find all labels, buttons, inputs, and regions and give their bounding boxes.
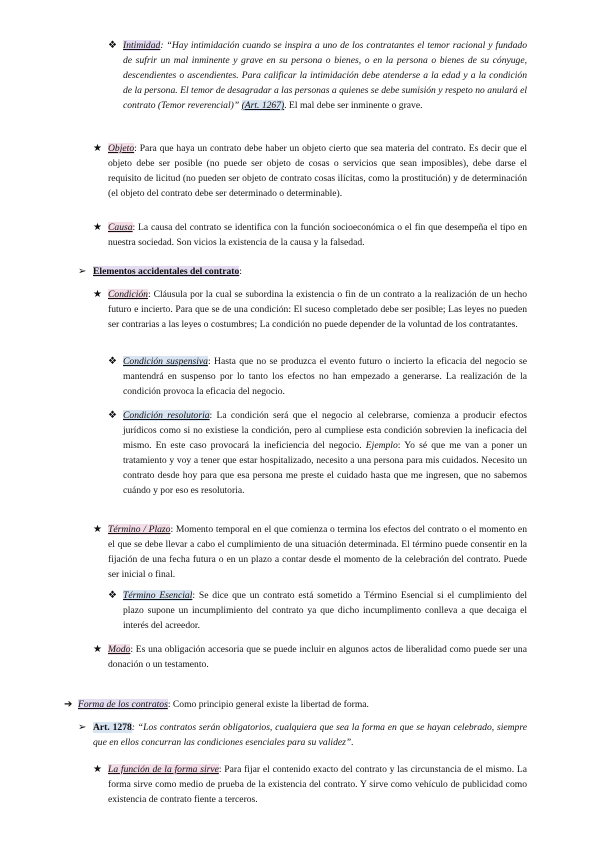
term-elementos-accidentales: Elementos accidentales del contrato xyxy=(93,266,240,277)
diamond-bullet-icon: ❖ xyxy=(108,40,117,51)
elementos-accidentales-colon: : xyxy=(239,266,242,277)
intimidad-tail: . El mal debe ser inminente o grave. xyxy=(284,100,423,111)
condicion-paragraph xyxy=(108,287,527,332)
diamond-bullet-icon: ❖ xyxy=(108,410,117,421)
condicion-text: : Cláusula por la cual se subordina la existencia o fin de un contrato a la realización de un hecho futuro e incierto. Para que se de una condición: El suceso completado debe ser posible; Las leyes no pueden ser contrarias a las leyes o costumbres; La condición no puede depender de la voluntad de los contratantes. xyxy=(108,289,527,330)
article-1278-ref: Art. 1278 xyxy=(93,722,132,733)
arrowhead-bullet-icon: ➢ xyxy=(78,266,87,277)
condicion-suspensiva-paragraph xyxy=(123,354,527,399)
causa-paragraph xyxy=(108,220,527,250)
article-1278-paragraph xyxy=(93,720,527,750)
term-intimidad: Intimidad xyxy=(123,40,161,51)
article-1278-quote: : “Los contratos serán obligatorios, cualquiera que sea la forma en que se hayan celebrado, siempre que en ellos concurran las condiciones esenciales para su validez”. xyxy=(93,722,527,748)
star-bullet-icon: ★ xyxy=(93,222,102,233)
forma-contratos-paragraph xyxy=(78,697,527,712)
condicion-resolutoria-text: : La condición será que el negocio al celebrarse, comienza a producir efectos jurídicos como si no existiese la condición, pero al cumpliese esta condición sobrevien la ineficacia del mismo. En este caso provocará la ineficiencia del negocio. xyxy=(123,410,527,451)
term-modo: Modo xyxy=(108,644,131,655)
term-termino-esencial: Término Esencial xyxy=(123,590,193,601)
term-causa: Causa xyxy=(108,222,133,233)
article-1267-ref: (Art. 1267) xyxy=(241,100,285,111)
star-bullet-icon: ★ xyxy=(93,524,102,535)
term-objeto: Objeto xyxy=(108,143,135,154)
diamond-bullet-icon: ❖ xyxy=(108,356,117,367)
condicion-suspensiva-text: : Hasta que no se produzca el evento futuro o incierto la eficacia del negocio se mantendrá en suspenso por lo tanto los efectos no han empezado a generarse. La realización de la condición provoca la eficacia del negocio. xyxy=(123,356,527,397)
term-condicion-suspensiva: Condición suspensiva xyxy=(123,356,208,367)
objeto-text: : Para que haya un contrato debe haber un objeto cierto que sea materia del contrato. Es decir que el objeto debe ser posible (no puede ser objeto de cosas o servicios que sean imposibles), debe darse el requisito de licitud (no pueden ser objeto de contrato cosas ilícitas, como la prostitución) y de determinación (el objeto del contrato debe ser determinado o determinable). xyxy=(108,143,527,199)
elementos-accidentales-heading xyxy=(93,264,527,279)
forma-contratos-text: : Como principio general existe la libertad de forma. xyxy=(167,699,369,710)
star-bullet-icon: ★ xyxy=(93,143,102,154)
term-forma-contratos: Forma de los contratos xyxy=(78,699,168,710)
termino-plazo-text: : Momento temporal en el que comienza o termina los efectos del contrato o el momento en el que se debe llevar a cabo el cumplimiento de una situación determinada. El término puede consentir en la fijación de una fecha futura o en un plazo a contar desde el momento de la celebración del contrato. Puede ser inicial o final. xyxy=(108,524,527,580)
modo-paragraph xyxy=(108,642,527,672)
condicion-resolutoria-example: : Yo sé que me van a poner un tratamiento y voy a tener que estar hospitalizado, necesito a una persona para mis cuidados. Necesito un contrato desde hoy para que esa persona me preste el cuidado hasta que me ingresen, que no sabemos cuándo y por eso es resolutoria. xyxy=(123,440,527,496)
termino-esencial-paragraph xyxy=(123,588,527,633)
term-condicion: Condición xyxy=(108,289,148,300)
funcion-forma-paragraph xyxy=(108,762,527,807)
objeto-paragraph xyxy=(108,141,527,201)
term-termino-plazo: Término / Plazo xyxy=(108,524,171,535)
arrowhead-bullet-icon: ➢ xyxy=(78,722,87,733)
causa-text: : La causa del contrato se identifica con la función socioeconómica o el fin que desempeña el tipo en nuestra sociedad. Son vicios la existencia de la causa y la falsedad. xyxy=(108,222,527,248)
termino-esencial-text: : Se dice que un contrato está sometido a Término Esencial si el cumplimiento del plazo supone un incumplimiento del contrato ya que dicho incumplimento conlleva a que decaiga el interés del acreedor. xyxy=(123,590,528,631)
arrow-bullet-icon: ➔ xyxy=(64,699,73,710)
term-condicion-resolutoria: Condición resolutoria xyxy=(123,410,210,421)
star-bullet-icon: ★ xyxy=(93,289,102,300)
termino-plazo-paragraph xyxy=(108,522,527,582)
funcion-forma-text: : Para fijar el contenido exacto del contrato y las circunstancia de el mismo. La forma sirve como medio de prueba de la existencia del contrato. Y sirve como vehículo de publicidad como existencia de contrato fiente a terceros. xyxy=(108,764,527,805)
star-bullet-icon: ★ xyxy=(93,644,102,655)
condicion-resolutoria-paragraph xyxy=(123,408,527,498)
intimidad-paragraph xyxy=(123,38,527,113)
term-funcion-forma: La función de la forma sirve xyxy=(108,764,219,775)
intimidad-quote: : “Hay intimidación cuando se inspira a uno de los contratantes el temor racional y fundado de sufrir un mal inminente y grave en su persona o bienes, o en la persona o bienes de su cónyuge, descendientes o ascendientes. Para calificar la intimidación debe atenderse a la edad y a la condición de la persona. El temor de desagradar a las personas a quienes se debe sumisión y respeto no anulará el contrato (Temor reverencial)” xyxy=(123,40,527,111)
star-bullet-icon: ★ xyxy=(93,764,102,775)
ejemplo-label: Ejemplo xyxy=(365,440,398,451)
modo-text: : Es una obligación accesoria que se puede incluir en algunos actos de liberalidad como puede ser una donación o un testamento. xyxy=(108,644,527,670)
diamond-bullet-icon: ❖ xyxy=(108,590,117,601)
